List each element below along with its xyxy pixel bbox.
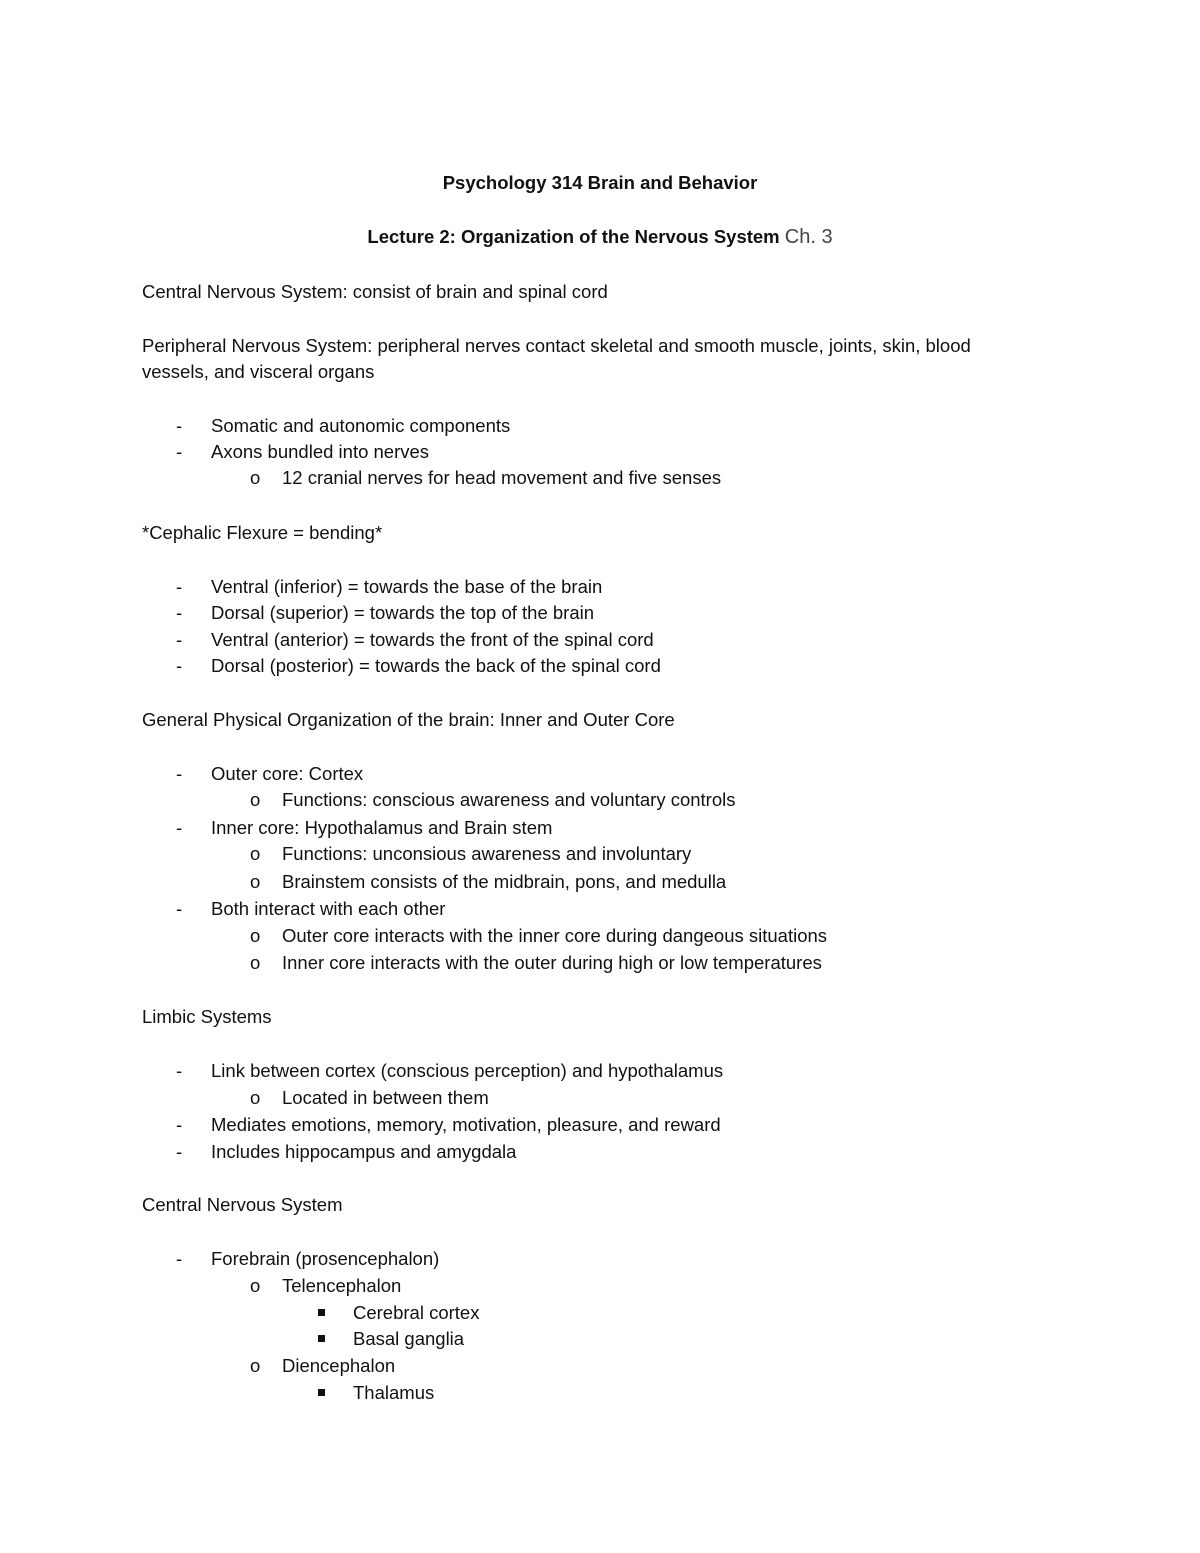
list-item: Dorsal (superior) = towards the top of the brain	[211, 602, 595, 623]
cns-definition: Central Nervous System: consist of brain and spinal cord	[142, 281, 608, 302]
list-item: Diencephalon	[282, 1355, 396, 1376]
cns-heading: Central Nervous System	[142, 1194, 343, 1215]
lecture-subtitle-text: Lecture 2: Organization of the Nervous System	[367, 226, 780, 247]
circle-bullet: o	[250, 871, 261, 892]
list-item: Forebrain (prosencephalon)	[211, 1248, 440, 1269]
list-item: Basal ganglia	[353, 1328, 465, 1349]
list-item: Cerebral cortex	[353, 1302, 480, 1323]
dash-bullet: -	[176, 1248, 183, 1269]
circle-bullet: o	[250, 467, 261, 488]
dash-bullet: -	[176, 898, 183, 919]
dash-bullet: -	[176, 629, 183, 650]
document-title: Psychology 314 Brain and Behavior	[442, 172, 758, 193]
dash-bullet: -	[176, 655, 183, 676]
list-item: Ventral (inferior) = towards the base of the brain	[211, 576, 603, 597]
pns-definition-line-2: vessels, and visceral organs	[142, 361, 375, 382]
circle-bullet: o	[250, 843, 261, 864]
list-item: Ventral (anterior) = towards the front of the spinal cord	[211, 629, 654, 650]
list-item: Axons bundled into nerves	[211, 441, 430, 462]
circle-bullet: o	[250, 1087, 261, 1108]
list-item: Includes hippocampus and amygdala	[211, 1141, 517, 1162]
circle-bullet: o	[250, 952, 261, 973]
list-item: Located in between them	[282, 1087, 489, 1108]
dash-bullet: -	[176, 576, 183, 597]
list-item: Outer core: Cortex	[211, 763, 364, 784]
dash-bullet: -	[176, 415, 183, 436]
circle-bullet: o	[250, 1275, 261, 1296]
list-item: Functions: conscious awareness and voluntary controls	[282, 789, 736, 810]
chapter-ref: Ch. 3	[784, 226, 833, 248]
list-item: Brainstem consists of the midbrain, pons, and medulla	[282, 871, 727, 892]
flexure-note: *Cephalic Flexure = bending*	[142, 522, 383, 543]
square-bullet-icon	[318, 1335, 325, 1342]
square-bullet-icon	[318, 1309, 325, 1316]
list-item: Somatic and autonomic components	[211, 415, 511, 436]
list-item: 12 cranial nerves for head movement and five senses	[282, 467, 722, 488]
list-item: Link between cortex (conscious perception) and hypothalamus	[211, 1060, 724, 1081]
dash-bullet: -	[176, 763, 183, 784]
pns-definition-line-1: Peripheral Nervous System: peripheral nerves contact skeletal and smooth muscle, joints, skin, blood	[142, 335, 971, 356]
organization-heading: General Physical Organization of the brain: Inner and Outer Core	[142, 709, 675, 730]
dash-bullet: -	[176, 1141, 183, 1162]
list-item: Both interact with each other	[211, 898, 446, 919]
list-item: Dorsal (posterior) = towards the back of the spinal cord	[211, 655, 661, 676]
dash-bullet: -	[176, 441, 183, 462]
dash-bullet: -	[176, 602, 183, 623]
list-item: Outer core interacts with the inner core during dangeous situations	[282, 925, 828, 946]
list-item: Functions: unconsious awareness and involuntary	[282, 843, 692, 864]
circle-bullet: o	[250, 1355, 261, 1376]
circle-bullet: o	[250, 789, 261, 810]
dash-bullet: -	[176, 817, 183, 838]
dash-bullet: -	[176, 1114, 183, 1135]
square-bullet-icon	[318, 1389, 325, 1396]
list-item: Thalamus	[353, 1382, 435, 1403]
lecture-subtitle	[0, 225, 1200, 249]
list-item: Inner core: Hypothalamus and Brain stem	[211, 817, 553, 838]
limbic-heading: Limbic Systems	[142, 1006, 272, 1027]
list-item: Mediates emotions, memory, motivation, pleasure, and reward	[211, 1114, 721, 1135]
circle-bullet: o	[250, 925, 261, 946]
list-item: Telencephalon	[282, 1275, 402, 1296]
list-item: Inner core interacts with the outer during high or low temperatures	[282, 952, 822, 973]
dash-bullet: -	[176, 1060, 183, 1081]
